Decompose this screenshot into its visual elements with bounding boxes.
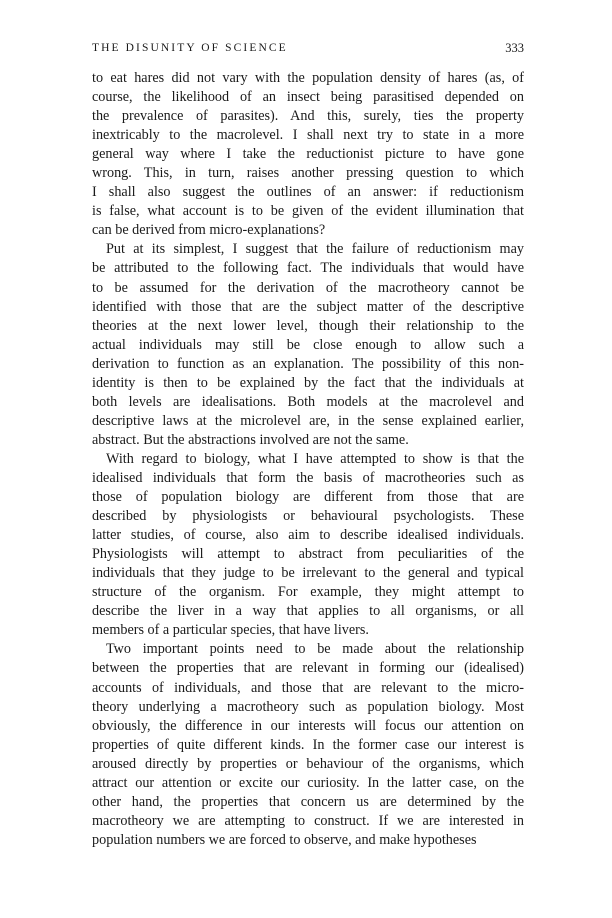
text-line: With regard to biology, what I have attempted to show is that the [106,450,524,467]
text-line: the prevalence of parasites). And this, surely, ties the property [92,108,524,125]
page-body [92,69,524,850]
page-number: 333 [505,41,524,55]
text-line: descriptive laws at the microlevel are, in the sense explained earlier, [92,412,524,429]
text-line: population numbers we are forced to observe, and make hypotheses [92,831,477,848]
text-line: describe the liver in a way that applies to all organisms, or all [92,603,524,620]
paragraph [92,640,524,850]
text-line: described by physiologists or behavioural psychologists. These [92,508,524,525]
text-line: can be derived from micro-explanations? [92,222,326,239]
text-line: general way where I take the reductionist picture to have gone [92,146,524,163]
text-line: is false, what account is to be given of the evident illumination that [92,203,524,220]
text-line: Put at its simplest, I suggest that the failure of reductionism may [106,241,524,258]
text-line: derivation to function as an explanation. The possibility of this non- [92,355,524,372]
text-line: accounts of individuals, and those that are relevant to the micro- [92,679,524,696]
text-line: to eat hares did not vary with the population density of hares (as, of [92,70,524,86]
text-line: inextricably to the macrolevel. I shall next try to state in a more [92,127,524,144]
text-line: abstract. But the abstractions involved are not the same. [92,431,409,448]
text-line: actual individuals may still be close enough to allow such a [92,336,524,353]
text-line: members of a particular species, that have livers. [92,622,369,639]
text-line: theories at the next lower level, though their relationship to the [92,317,524,334]
running-title: THE DISUNITY OF SCIENCE [92,42,288,54]
paragraph [92,240,524,450]
paragraph [92,450,524,640]
text-line: aroused directly by properties or behaviour of the organisms, which [92,755,524,772]
text-line: idealised individuals that form the basis of macrotheories such as [92,469,524,486]
paragraph [92,69,524,240]
text-line: macrotheory we are attempting to construct. If we are interested in [92,812,524,829]
text-line: latter studies, of course, also aim to describe idealised individuals. [92,527,524,544]
text-line: other hand, the properties that concern us are determined by the [92,793,524,810]
text-line: theory underlying a macrotheory such as population biology. Most [92,698,524,715]
text-line: individuals that they judge to be irrelevant to the general and typical [92,565,524,582]
running-head [92,40,524,56]
text-line: course, the likelihood of an insect being parasitised depended on [92,89,524,106]
text-line: between the properties that are relevant in forming our (idealised) [92,660,524,677]
text-line: I shall also suggest the outlines of an answer: if reductionism [92,184,524,201]
text-line: structure of the organism. For example, they might attempt to [92,584,524,601]
text-line: both levels are idealisations. Both models at the macrolevel and [92,393,524,410]
text-line: properties of quite different kinds. In the former case our interest is [92,736,524,753]
text-line: those of population biology are different from those that are [92,489,524,506]
text-line: identity is then to be explained by the fact that the individuals at [92,374,524,391]
text-line: identified with those that are the subject matter of the descriptive [92,298,524,315]
text-line: wrong. This, in turn, raises another pressing question to which [92,165,524,182]
text-line: Two important points need to be made about the relationship [106,641,524,658]
text-line: Physiologists will attempt to abstract from peculiarities of the [92,546,524,563]
text-line: be attributed to the following fact. The individuals that would have [92,260,524,277]
text-line: attract our attention or excite our curiosity. In the latter case, on the [92,774,524,791]
text-line: obviously, the difference in our interests will focus our attention on [92,717,524,734]
text-line: to be assumed for the derivation of the macrotheory cannot be [92,279,524,296]
